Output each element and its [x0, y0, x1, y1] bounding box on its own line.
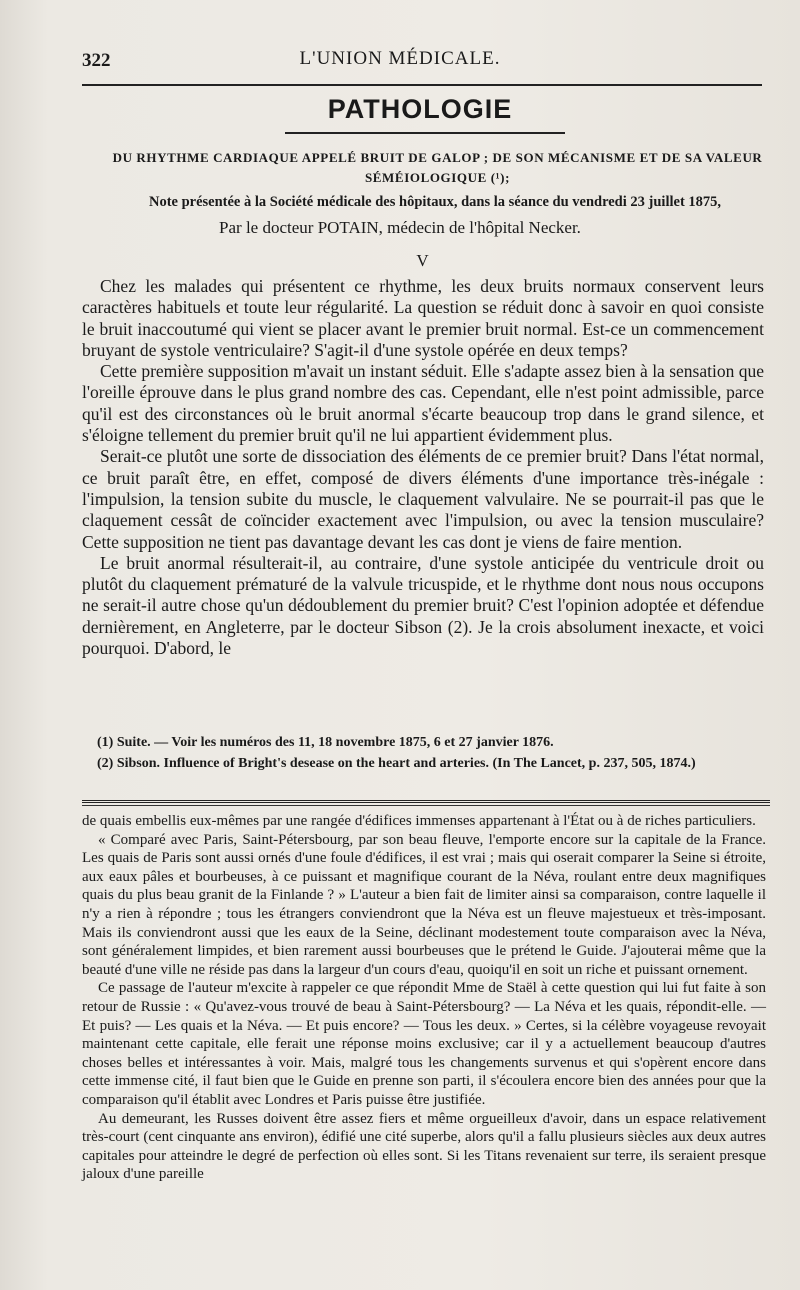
body-paragraph: Le bruit anormal résulterait-il, au contraire, d'une systole anticipée du ventricule droit ou plutôt du claquement prématuré de la valvule tricuspide, et le rhythme dont nous nous occupons ne serait-il autre chose qu'un dédoublement du premier bruit? C'est l'opinion adoptée et défendue dernièrement, en Angleterre, par le docteur Sibson (2). Je la crois absolument inexacte, et voici pourquoi. D'abord, le	[82, 552, 764, 659]
header-rule	[82, 84, 762, 86]
article-subtitle: DU RHYTHME CARDIAQUE APPELÉ BRUIT DE GALOP ; DE SON MÉCANISME ET DE SA VALEUR SÉMÉIOLOGIQUE (¹);	[112, 150, 763, 185]
article-note: Note présentée à la Société médicale des hôpitaux, dans la séance du vendredi 23 juillet 1875,	[148, 194, 722, 210]
body-paragraph: Cette première supposition m'avait un instant séduit. Elle s'adapte assez bien à la sensation que l'oreille éprouve dans le plus grand nombre des cas. Cependant, elle n'est point admissible, parce qu'il est des circonstances où le bruit anormal s'écarte beaucoup trop dans le grand silence, et s'éloigne tellement du premier bruit qu'il ne lui appartient évidemment plus.	[82, 361, 764, 446]
journal-title: L'UNION MÉDICALE.	[299, 48, 501, 69]
footnotes	[82, 733, 764, 775]
body-paragraph: Chez les malades qui présentent ce rhythme, les deux bruits normaux conservent leurs caractères habituels et toute leur régularité. La question se réduit donc à savoir en quoi consiste le bruit inaccoutumé qui vient se placer avant le premier bruit normal. Est-ce un commencement bruyant de systole ventriculaire? S'agit-il d'une systole opérée en deux temps?	[82, 276, 764, 360]
body-paragraph: Serait-ce plutôt une sorte de dissociation des éléments de ce premier bruit? Dans l'état normal, ce bruit paraît être, en effet, composé de divers éléments d'une importance très-inégale : l'impulsion, la tension subite du muscle, le claquement valvulaire. Ne se pourrait-il pas que le claquement cessât de coïncider exactement avec l'impulsion, ou avec la tension musculaire? Cette supposition ne tient pas davantage devant les cas dont je viens de faire mention.	[82, 446, 764, 552]
article-author: Par le docteur POTAIN, médecin de l'hôpital Necker.	[219, 218, 581, 237]
article-body	[82, 276, 764, 659]
chapter-number: V	[416, 251, 429, 270]
feuilleton-paragraph: Ce passage de l'auteur m'excite à rappeler ce que répondit Mme de Staël à cette question qui lui fut faite à son retour de Russie : « Qu'avez-vous trouvé de beau à Saint-Pétersbourg? — La Néva et les quais, répondit-elle. — Et puis? — Les quais et la Néva. — Et puis encore? — Tous les deux. » Certes, si la célèbre voyageuse revoyait maintenant cette capitale, elle ferait une réponse moins exclusive; car il y a actuellement beaucoup d'autres choses belles et intéressantes à voir. Mais, malgré tous les changements survenus et qui s'opèrent encore dans cette immense cité, il faut bien que le Guide en prenne son parti, il s'écoulera encore bien des années pour que la comparaison qu'il établit avec Londres et Paris puisse être justifiée.	[82, 980, 766, 1108]
section-title: PATHOLOGIE	[327, 94, 513, 124]
section-rule	[285, 132, 565, 134]
footnote: (2) Sibson. Influence of Bright's desease on the heart and arteries. (In The Lancet, p. 237, 505, 1874.)	[97, 756, 696, 771]
feuilleton-paragraph: Au demeurant, les Russes doivent être assez fiers et même orgueilleux d'avoir, dans un espace relativement très-court (cent cinquante ans environ), édifié une cité superbe, alors qu'il a fallu plusieurs siècles aux deux autres capitales pour atteindre le degré de perfection où elles sont. Si les Titans revenaient sur terre, ils seraient presque jaloux d'une pareille	[82, 1110, 766, 1183]
feuilleton-separator-thin	[82, 805, 770, 806]
footnote: (1) Suite. — Voir les numéros des 11, 18 novembre 1875, 6 et 27 janvier 1876.	[97, 735, 554, 750]
feuilleton-body	[82, 812, 766, 1184]
feuilleton-paragraph: « Comparé avec Paris, Saint-Pétersbourg, par son beau fleuve, l'emporte encore sur la capitale de la France. Les quais de Paris sont aussi ornés d'une foule d'édifices, il est vrai ; mais qui oserait comparer la Seine si étroite, aux eaux pâles et bourbeuses, à ce puissant et magnifique courant de la Néva, roulant entre deux magnifiques quais du plus beau granit de la Finlande ? » L'auteur a bien fait de limiter ainsi sa comparaison, contre laquelle il n'y a rien à répondre ; tous les étrangers conviendront que la Néva est un fleuve majestueux et très-imposant. Mais ils conviendront aussi que les eaux de la Seine, déclinant modestement toute comparaison avec la Néva, sont généralement limpides, et bien rarement aussi bourbeuses que le prétend le Guide. J'ajouterai même que la beauté d'une ville ne réside pas dans la largeur d'un cours d'eau, quoiqu'il en soit un riche et puissant ornement.	[82, 831, 766, 978]
feuilleton-separator	[82, 800, 770, 803]
page-number: 322	[82, 50, 111, 71]
feuilleton-paragraph: de quais embellis eux-mêmes par une rangée d'édifices immenses appartenant à l'État ou à de riches particuliers.	[82, 813, 756, 829]
